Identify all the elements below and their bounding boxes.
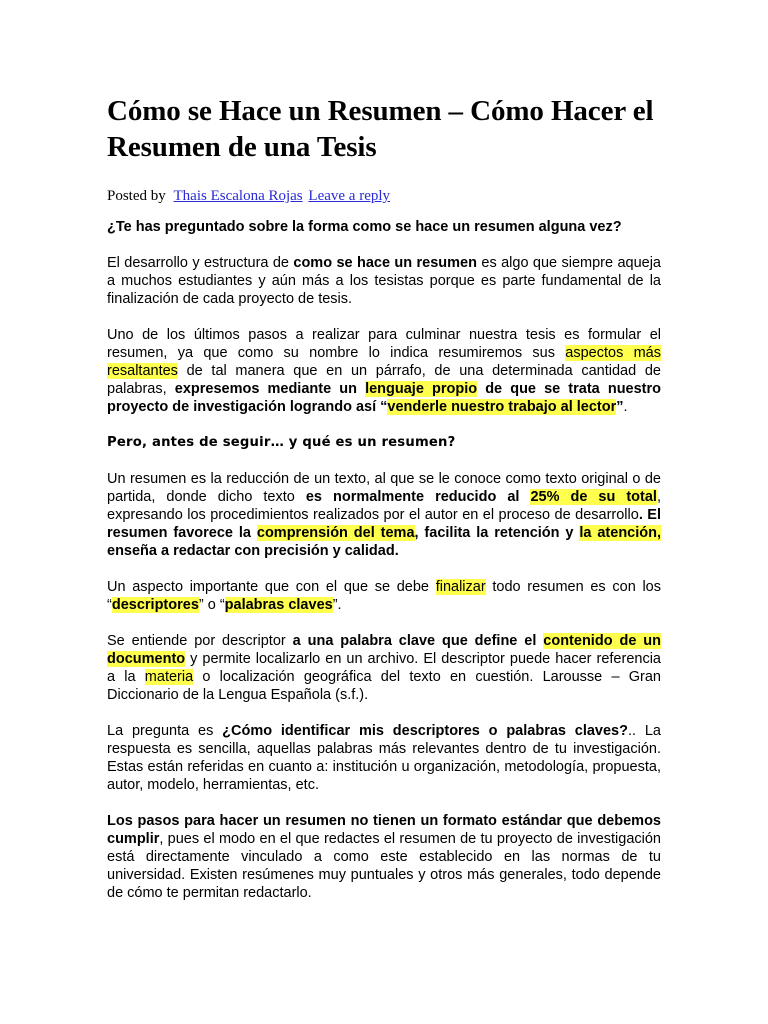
article (107, 93, 661, 920)
paragraph-3 (107, 470, 661, 560)
p3-bold-b: es normalmente reducido al (305, 489, 531, 505)
post-meta (107, 187, 661, 205)
p6-text-c: .. La respuesta es sencilla, aquellas palabras más relevantes dentro de tu investigación. Estas están referidas en cuanto a: institución u organización, metodología, propuesta, autor, modelo, herramientas, etc. (107, 723, 661, 793)
p5-highlight-2: materia (144, 669, 194, 685)
p5-text-d: o localización geográfica del texto en cuestión. Larousse – Gran Diccionario de la Lengua Española (s.f.). (107, 669, 661, 703)
paragraph-1 (107, 254, 661, 308)
paragraph-2 (107, 326, 661, 416)
posted-by-label: Posted by (107, 188, 166, 204)
paragraph-5 (107, 632, 661, 704)
p4-highlight-3: palabras claves (224, 597, 333, 613)
paragraph-6 (107, 722, 661, 794)
p3-bold-e: El resumen favorece la (107, 507, 661, 541)
subheading: Pero, antes de seguir… y qué es un resumen? (107, 435, 456, 450)
p5-bold-b: a una palabra clave que define el (292, 633, 544, 649)
p5-highlight-1: contenido de un documento (107, 633, 662, 667)
p4-highlight-1: finalizar (435, 579, 486, 595)
p3-bold-g: enseña a redactar con precisión y calidad. (107, 543, 399, 559)
p3-bold-f: , facilita la retención y (414, 525, 580, 541)
p2-bold-d: de que se trata nuestro proyecto de investigación logrando así “ (107, 381, 662, 415)
p5-text-a: Se entiende por descriptor (107, 633, 293, 649)
p3-highlight-3: la atención, (579, 525, 662, 541)
p2-highlight-3: venderle nuestro trabajo al lector (387, 399, 617, 415)
p3-bold-d: . (638, 507, 643, 523)
p4-text-a: Un aspecto importante que con el que se debe (107, 579, 436, 595)
p3-text-a: Un resumen es la reducción de un texto, al que se le conoce como texto original o de partida, donde dicho texto (107, 471, 661, 505)
leave-reply-link[interactable]: Leave a reply (308, 188, 391, 204)
p2-text-a: Uno de los últimos pasos a realizar para culminar nuestra tesis es formular el resumen, ya que como su nombre lo indica resumiremos sus (107, 327, 661, 361)
p4-text-d: ”. (332, 597, 342, 613)
p7-text-b: , pues el modo en el que redactes el resumen de tu proyecto de investigación está directamente vinculado a como este establecido en las normas de tu universidad. Existen resúmenes muy puntuales y otros más generales, todo depende de cómo te permitan redactarlo. (107, 831, 661, 901)
p1-text-c: es algo que siempre aqueja a muchos estudiantes y aún más a los tesistas porque es parte fundamental de la finalización de cada proyecto de tesis. (107, 255, 661, 307)
p2-text-b: de tal manera que en un párrafo, de una determinada cantidad de palabras, (107, 363, 661, 397)
p3-text-c: , expresando los procedimientos realizados por el autor en el proceso de desarrollo (107, 489, 661, 523)
p2-bold-e: ” (616, 399, 624, 415)
p2-bold-c: expresemos mediante un (174, 381, 366, 397)
p4-text-b: todo resumen es con los “ (107, 579, 661, 613)
p2-highlight-1: aspectos más resaltantes (107, 345, 661, 379)
author-link[interactable]: Thais Escalona Rojas (173, 188, 303, 204)
p6-bold-b: ¿Cómo identificar mis descriptores o palabras claves? (222, 723, 628, 739)
p4-highlight-2: descriptores (111, 597, 199, 613)
intro-question (107, 218, 661, 236)
paragraph-7 (107, 812, 661, 902)
intro-question-text: ¿Te has preguntado sobre la forma como se hace un resumen alguna vez? (107, 219, 622, 235)
p7-bold-a: Los pasos para hacer un resumen no tienen un formato estándar que debemos cumplir (107, 813, 661, 847)
p1-text-a: El desarrollo y estructura de (107, 255, 294, 271)
p3-highlight-1: 25% de su total (530, 489, 657, 505)
p6-text-a: La pregunta es (107, 723, 223, 739)
p4-text-c: ” o “ (198, 597, 225, 613)
paragraph-4 (107, 578, 661, 614)
p2-highlight-2: lenguaje propio (365, 381, 478, 397)
p5-text-c: y permite localizarlo en un archivo. El descriptor puede hacer referencia a la (107, 651, 661, 685)
p3-highlight-2: comprensión del tema (256, 525, 415, 541)
p1-bold: como se hace un resumen (293, 255, 477, 271)
p2-text-f: . (623, 399, 628, 415)
article-title: Cómo se Hace un Resumen – Cómo Hacer el Resumen de una Tesis (107, 95, 654, 163)
